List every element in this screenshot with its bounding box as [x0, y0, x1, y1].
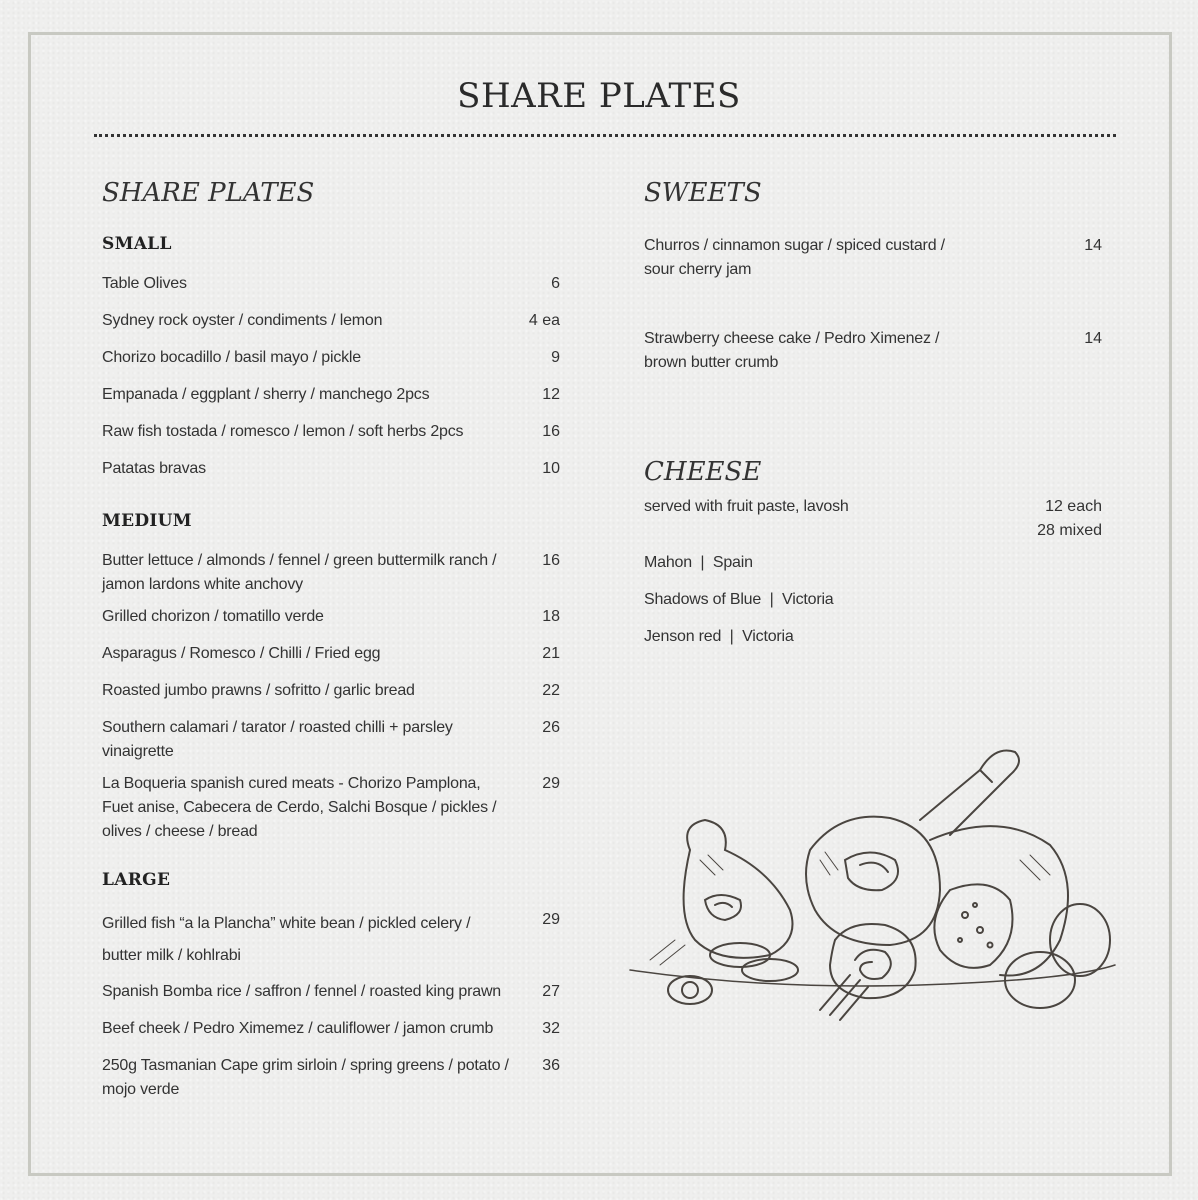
- small-heading: SMALL: [102, 234, 172, 254]
- item-price: 29: [542, 775, 560, 792]
- menu-item: [102, 605, 560, 629]
- item-price: 36: [542, 1057, 560, 1074]
- item-name: Roasted jumbo prawns / sofritto / garlic bread: [102, 682, 415, 699]
- sweets-cheese-column: [644, 178, 1102, 662]
- menu-item: [644, 327, 1102, 375]
- item-name: 250g Tasmanian Cape grim sirloin / spring greens / potato / mojo verde: [102, 1057, 509, 1098]
- item-name: Spanish Bomba rice / saffron / fennel / roasted king prawn: [102, 983, 502, 1000]
- item-name: Patatas bravas: [102, 460, 206, 477]
- menu-item: [102, 346, 560, 370]
- menu-item: [102, 1054, 560, 1102]
- charcuterie-sketch-icon: [620, 740, 1120, 1060]
- cheese-origin: Victoria: [782, 591, 834, 608]
- menu-item: [102, 309, 560, 333]
- item-price: 16: [542, 423, 560, 440]
- item-name: Butter lettuce / almonds / fennel / green buttermilk ranch / jamon lardons white anchovy: [102, 552, 497, 593]
- item-price: 4 ea: [528, 312, 560, 329]
- medium-list: [102, 549, 560, 844]
- item-name: Empanada / eggplant / sherry / manchego 2pcs: [102, 386, 430, 403]
- item-price: 26: [542, 719, 560, 736]
- item-price: 9: [551, 349, 560, 366]
- item-name: Strawberry cheese cake / Pedro Ximenez / brown butter crumb: [644, 330, 940, 371]
- price-mixed: 28 mixed: [1037, 522, 1102, 539]
- item-price: 10: [542, 460, 560, 477]
- menu-item: [102, 1017, 560, 1041]
- item-name: Grilled fish “a la Plancha” white bean / pickled celery / butter milk / kohlrabi: [102, 915, 471, 964]
- cheese-item: Jenson red | Victoria: [644, 628, 794, 645]
- menu-item: [102, 908, 560, 972]
- item-price: 14: [1084, 237, 1102, 254]
- item-price: 29: [542, 911, 560, 928]
- item-price: 16: [542, 552, 560, 569]
- item-name: Raw fish tostada / romesco / lemon / soft herbs 2pcs: [102, 423, 464, 440]
- item-name: Chorizo bocadillo / basil mayo / pickle: [102, 349, 361, 366]
- menu-item: [102, 679, 560, 703]
- small-list: [102, 272, 560, 481]
- share-plates-column: [102, 178, 560, 1102]
- menu-item: [102, 549, 560, 597]
- cheese-name: Jenson red: [644, 628, 722, 645]
- cheese-name: Mahon: [644, 554, 692, 571]
- item-price: 21: [542, 645, 560, 662]
- item-price: 6: [551, 275, 560, 292]
- item-price: 32: [542, 1020, 560, 1037]
- cheese-name: Shadows of Blue: [644, 591, 762, 608]
- cheese-prices: [1037, 495, 1102, 543]
- cheese-item: Mahon | Spain: [644, 554, 753, 571]
- sweets-heading: SWEETS: [644, 178, 762, 208]
- item-name: La Boqueria spanish cured meats - Chorizo Pamplona, Fuet anise, Cabecera de Cerdo, Salchi Bosque / pickles / olives / cheese / bread: [102, 775, 497, 840]
- item-price: 18: [542, 608, 560, 625]
- large-list: [102, 908, 560, 1102]
- item-name: Beef cheek / Pedro Ximemez / cauliflower / jamon crumb: [102, 1020, 494, 1037]
- cheese-description: served with fruit paste, lavosh: [644, 498, 849, 515]
- menu-item: [102, 272, 560, 296]
- item-name: Churros / cinnamon sugar / spiced custard / sour cherry jam: [644, 237, 945, 278]
- item-name: Grilled chorizon / tomatillo verde: [102, 608, 324, 625]
- medium-heading: MEDIUM: [102, 511, 192, 531]
- page-title: SHARE PLATES: [457, 76, 741, 116]
- cheese-origin: Victoria: [742, 628, 794, 645]
- item-price: 22: [542, 682, 560, 699]
- cheese-description-row: [644, 495, 1102, 543]
- menu-item: [102, 642, 560, 666]
- menu-item: [102, 980, 560, 1004]
- price-each: 12 each: [1045, 498, 1102, 515]
- large-heading: LARGE: [102, 870, 171, 890]
- dotted-divider: [94, 134, 1116, 137]
- menu-item: [102, 457, 560, 481]
- item-name: Southern calamari / tarator / roasted chilli + parsley vinaigrette: [102, 719, 453, 760]
- cheese-item: Shadows of Blue | Victoria: [644, 591, 834, 608]
- menu-item: [644, 234, 1102, 282]
- menu-item: [102, 772, 560, 844]
- menu-item: [102, 716, 560, 764]
- item-name: Sydney rock oyster / condiments / lemon: [102, 312, 383, 329]
- menu-item: [102, 420, 560, 444]
- share-plates-heading: SHARE PLATES: [102, 178, 315, 208]
- cheese-heading: CHEESE: [644, 457, 762, 487]
- item-name: Table Olives: [102, 275, 187, 292]
- cheese-origin: Spain: [712, 554, 753, 571]
- item-price: 27: [542, 983, 560, 1000]
- item-price: 14: [1084, 330, 1102, 347]
- item-name: Asparagus / Romesco / Chilli / Fried egg: [102, 645, 381, 662]
- menu-item: [102, 383, 560, 407]
- item-price: 12: [542, 386, 560, 403]
